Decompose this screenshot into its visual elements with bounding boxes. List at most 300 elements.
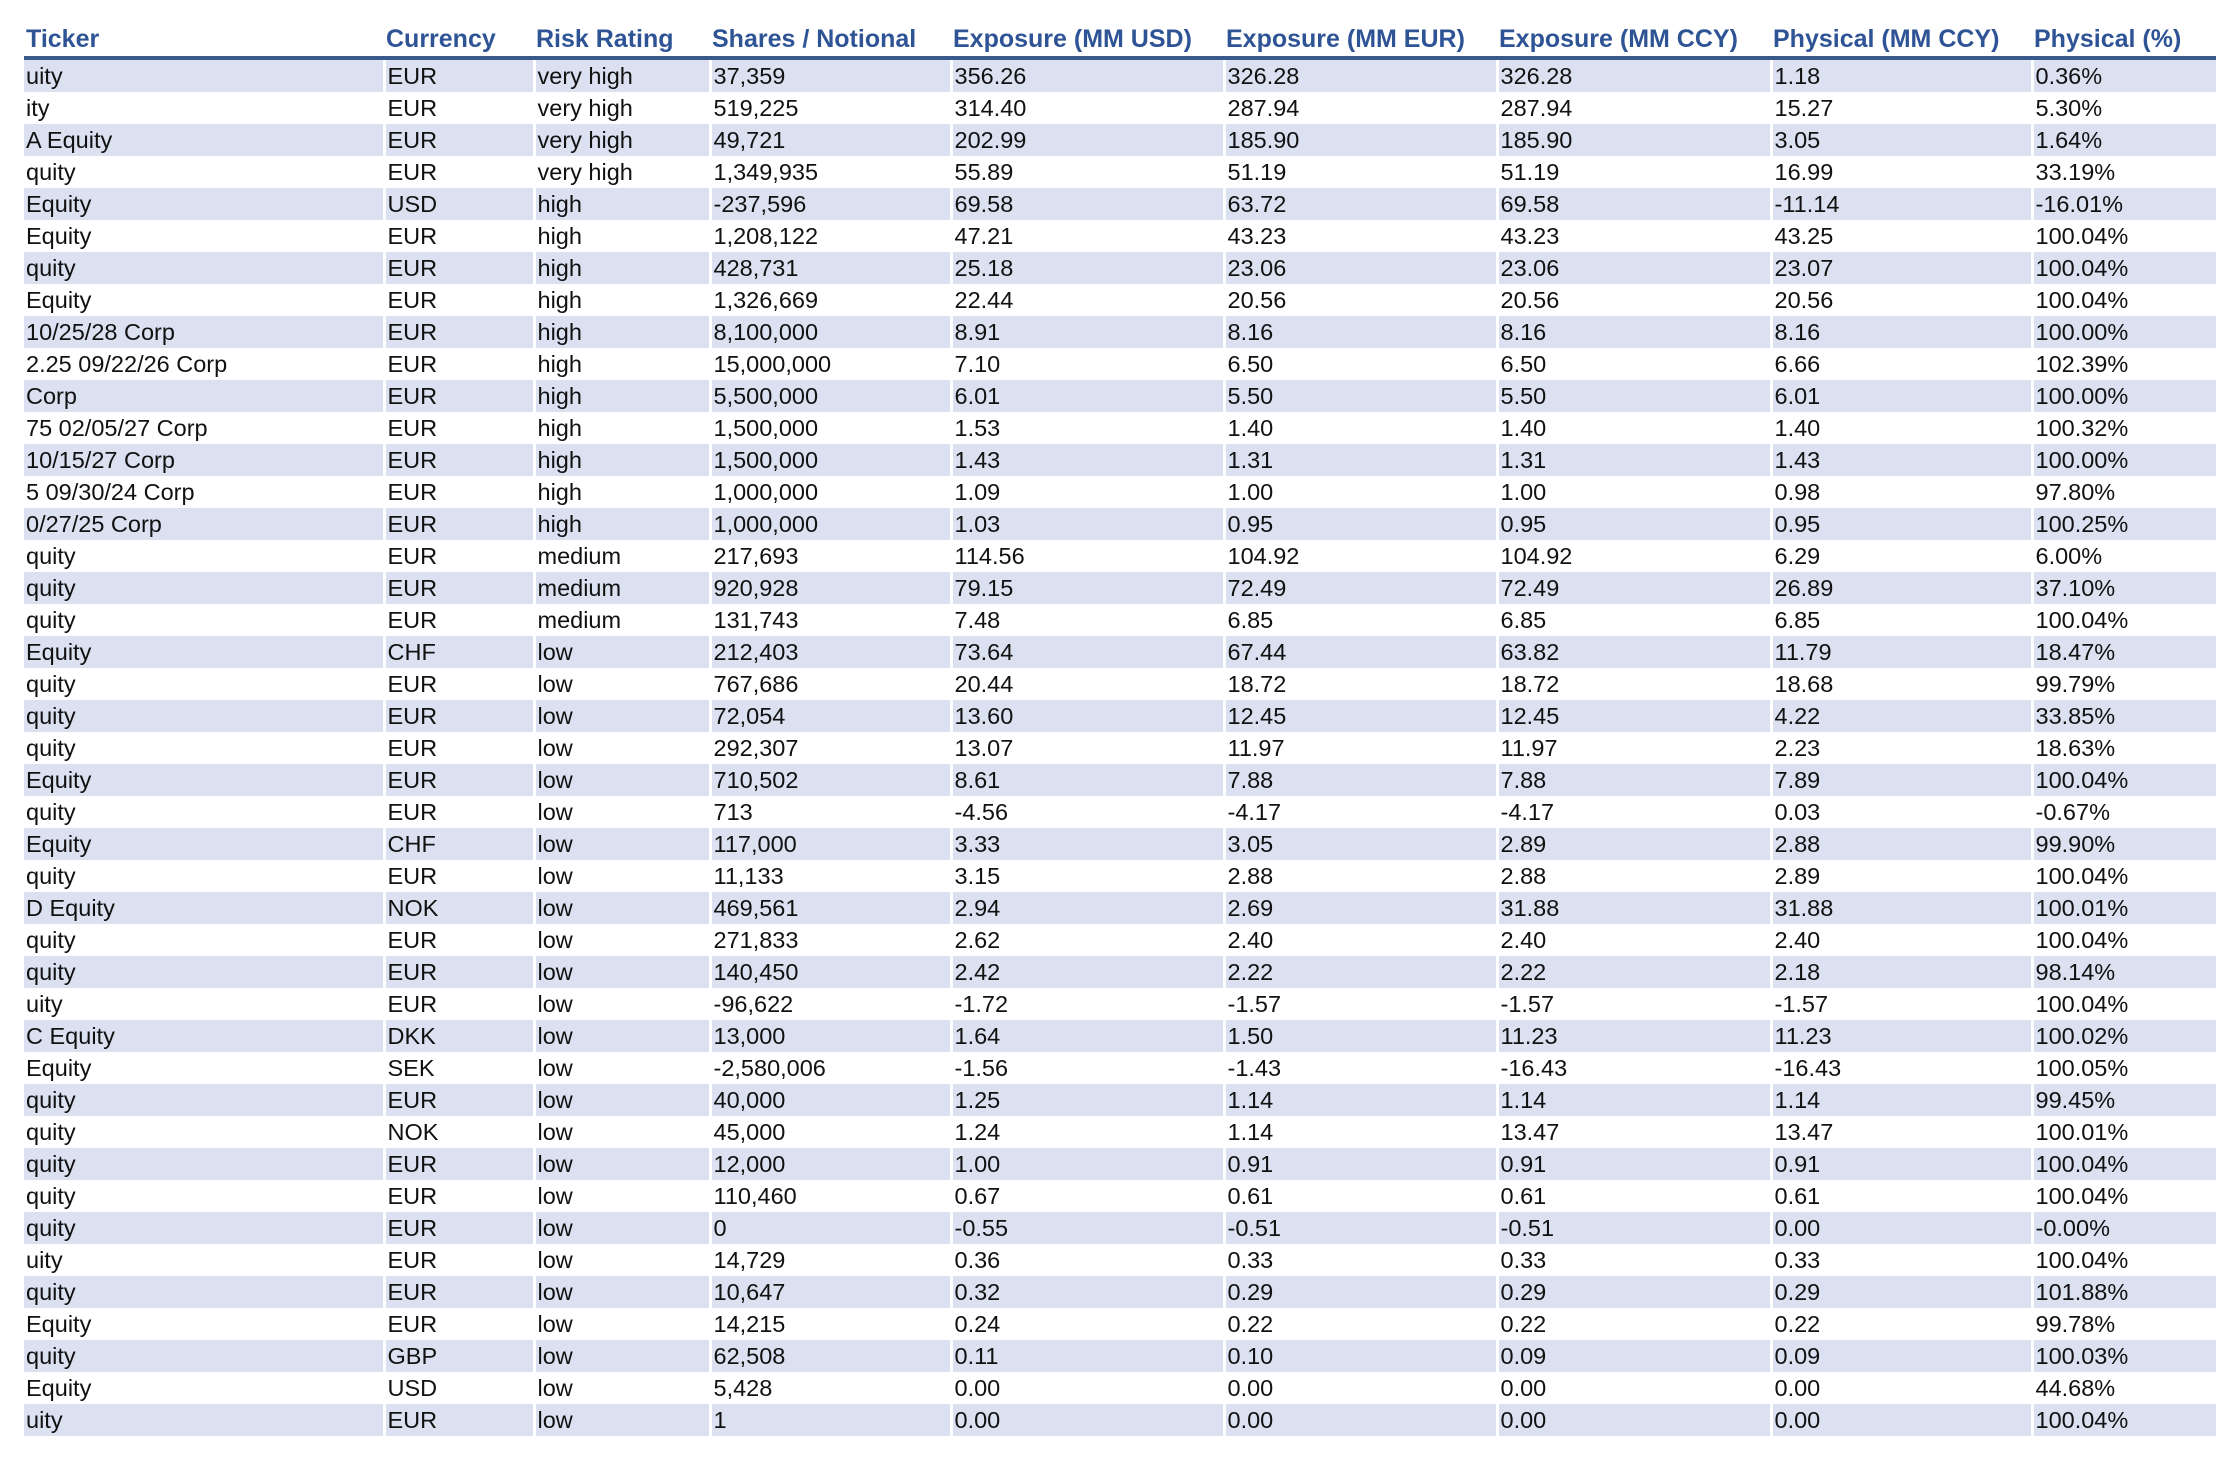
cell-shares-notional[interactable]: 1,326,669 [710,284,951,316]
cell-exposure-eur[interactable]: 0.61 [1224,1180,1497,1212]
cell-physical-ccy[interactable]: 6.29 [1771,540,2032,572]
cell-physical-pct[interactable]: 33.85% [2032,700,2216,732]
cell-ticker[interactable]: quity [24,700,384,732]
cell-exposure-usd[interactable]: -1.72 [951,988,1224,1020]
cell-physical-pct[interactable]: 99.90% [2032,828,2216,860]
cell-shares-notional[interactable]: 131,743 [710,604,951,636]
table-row[interactable] [24,988,2216,1020]
header-physical-ccy[interactable]: Physical (MM CCY) [1771,22,2032,58]
table-row[interactable] [24,924,2216,956]
cell-shares-notional[interactable]: 519,225 [710,92,951,124]
cell-ticker[interactable]: Equity [24,636,384,668]
cell-exposure-eur[interactable]: 0.91 [1224,1148,1497,1180]
cell-exposure-eur[interactable]: 12.45 [1224,700,1497,732]
cell-currency[interactable]: USD [384,188,534,220]
cell-physical-ccy[interactable]: 2.40 [1771,924,2032,956]
cell-risk-rating[interactable]: low [534,988,710,1020]
cell-exposure-ccy[interactable]: 0.22 [1497,1308,1771,1340]
table-row[interactable] [24,1404,2216,1436]
table-row[interactable] [24,476,2216,508]
cell-exposure-eur[interactable]: 1.31 [1224,444,1497,476]
cell-exposure-usd[interactable]: 25.18 [951,252,1224,284]
cell-ticker[interactable]: Equity [24,764,384,796]
cell-physical-pct[interactable]: 100.04% [2032,1404,2216,1436]
cell-exposure-eur[interactable]: 6.85 [1224,604,1497,636]
cell-currency[interactable]: NOK [384,1116,534,1148]
cell-shares-notional[interactable]: 72,054 [710,700,951,732]
cell-exposure-eur[interactable]: 0.33 [1224,1244,1497,1276]
cell-ticker[interactable]: 2.25 09/22/26 Corp [24,348,384,380]
cell-currency[interactable]: GBP [384,1340,534,1372]
cell-currency[interactable]: EUR [384,860,534,892]
cell-shares-notional[interactable]: 0 [710,1212,951,1244]
cell-physical-pct[interactable]: 100.03% [2032,1340,2216,1372]
cell-exposure-ccy[interactable]: 12.45 [1497,700,1771,732]
cell-physical-pct[interactable]: 100.04% [2032,252,2216,284]
table-row[interactable] [24,156,2216,188]
cell-exposure-usd[interactable]: 6.01 [951,380,1224,412]
cell-exposure-usd[interactable]: 73.64 [951,636,1224,668]
cell-ticker[interactable]: uity [24,1244,384,1276]
cell-exposure-eur[interactable]: 1.50 [1224,1020,1497,1052]
cell-ticker[interactable]: Equity [24,188,384,220]
cell-physical-pct[interactable]: 100.04% [2032,860,2216,892]
table-row[interactable] [24,700,2216,732]
cell-exposure-usd[interactable]: 1.00 [951,1148,1224,1180]
cell-risk-rating[interactable]: low [534,764,710,796]
cell-exposure-eur[interactable]: 0.29 [1224,1276,1497,1308]
cell-physical-ccy[interactable]: 11.23 [1771,1020,2032,1052]
cell-shares-notional[interactable]: 10,647 [710,1276,951,1308]
cell-ticker[interactable]: Equity [24,1372,384,1404]
header-currency[interactable]: Currency [384,22,534,58]
cell-shares-notional[interactable]: -2,580,006 [710,1052,951,1084]
cell-ticker[interactable]: quity [24,540,384,572]
cell-exposure-ccy[interactable]: 2.40 [1497,924,1771,956]
cell-exposure-ccy[interactable]: 0.95 [1497,508,1771,540]
cell-ticker[interactable]: quity [24,1084,384,1116]
cell-exposure-ccy[interactable]: 1.40 [1497,412,1771,444]
cell-currency[interactable]: SEK [384,1052,534,1084]
cell-physical-ccy[interactable]: 0.00 [1771,1404,2032,1436]
cell-exposure-ccy[interactable]: 31.88 [1497,892,1771,924]
cell-physical-ccy[interactable]: 0.91 [1771,1148,2032,1180]
cell-ticker[interactable]: 0/27/25 Corp [24,508,384,540]
cell-risk-rating[interactable]: low [534,732,710,764]
header-exposure-ccy[interactable]: Exposure (MM CCY) [1497,22,1771,58]
cell-exposure-eur[interactable]: 23.06 [1224,252,1497,284]
cell-physical-ccy[interactable]: 2.88 [1771,828,2032,860]
cell-ticker[interactable]: quity [24,668,384,700]
cell-currency[interactable]: EUR [384,604,534,636]
cell-ticker[interactable]: quity [24,956,384,988]
cell-exposure-eur[interactable]: 104.92 [1224,540,1497,572]
cell-exposure-usd[interactable]: -4.56 [951,796,1224,828]
table-row[interactable] [24,732,2216,764]
cell-currency[interactable]: CHF [384,828,534,860]
table-row[interactable] [24,412,2216,444]
cell-physical-ccy[interactable]: -16.43 [1771,1052,2032,1084]
cell-exposure-usd[interactable]: 79.15 [951,572,1224,604]
cell-exposure-eur[interactable]: 0.10 [1224,1340,1497,1372]
cell-physical-ccy[interactable]: 26.89 [1771,572,2032,604]
cell-physical-pct[interactable]: 33.19% [2032,156,2216,188]
cell-exposure-usd[interactable]: 7.48 [951,604,1224,636]
cell-currency[interactable]: EUR [384,668,534,700]
cell-physical-pct[interactable]: 100.04% [2032,1244,2216,1276]
cell-ticker[interactable]: Equity [24,1308,384,1340]
cell-physical-ccy[interactable]: 13.47 [1771,1116,2032,1148]
cell-currency[interactable]: EUR [384,156,534,188]
header-exposure-usd[interactable]: Exposure (MM USD) [951,22,1224,58]
cell-physical-pct[interactable]: 100.04% [2032,1180,2216,1212]
cell-exposure-ccy[interactable]: 1.00 [1497,476,1771,508]
cell-physical-pct[interactable]: 97.80% [2032,476,2216,508]
cell-exposure-eur[interactable]: 7.88 [1224,764,1497,796]
cell-exposure-usd[interactable]: 13.60 [951,700,1224,732]
table-row[interactable] [24,1116,2216,1148]
cell-exposure-ccy[interactable]: 5.50 [1497,380,1771,412]
cell-ticker[interactable]: quity [24,860,384,892]
cell-exposure-usd[interactable]: 1.24 [951,1116,1224,1148]
cell-exposure-ccy[interactable]: 0.00 [1497,1404,1771,1436]
cell-exposure-ccy[interactable]: 6.50 [1497,348,1771,380]
cell-physical-pct[interactable]: -0.00% [2032,1212,2216,1244]
cell-physical-pct[interactable]: 100.01% [2032,1116,2216,1148]
cell-risk-rating[interactable]: low [534,1116,710,1148]
table-row[interactable] [24,380,2216,412]
cell-physical-ccy[interactable]: 6.85 [1771,604,2032,636]
cell-physical-pct[interactable]: 100.04% [2032,764,2216,796]
cell-exposure-usd[interactable]: 2.42 [951,956,1224,988]
cell-physical-pct[interactable]: 100.00% [2032,316,2216,348]
cell-exposure-eur[interactable]: 287.94 [1224,92,1497,124]
cell-risk-rating[interactable]: low [534,1148,710,1180]
cell-ticker[interactable]: uity [24,58,384,92]
cell-physical-ccy[interactable]: 2.23 [1771,732,2032,764]
cell-ticker[interactable]: quity [24,796,384,828]
table-row[interactable] [24,1052,2216,1084]
cell-exposure-ccy[interactable]: -0.51 [1497,1212,1771,1244]
cell-exposure-eur[interactable]: 6.50 [1224,348,1497,380]
cell-shares-notional[interactable]: 110,460 [710,1180,951,1212]
cell-physical-pct[interactable]: 99.79% [2032,668,2216,700]
cell-physical-ccy[interactable]: 1.14 [1771,1084,2032,1116]
cell-exposure-usd[interactable]: 0.67 [951,1180,1224,1212]
cell-exposure-eur[interactable]: 2.40 [1224,924,1497,956]
cell-shares-notional[interactable]: 1 [710,1404,951,1436]
cell-exposure-eur[interactable]: 63.72 [1224,188,1497,220]
cell-risk-rating[interactable]: very high [534,124,710,156]
cell-risk-rating[interactable]: high [534,444,710,476]
cell-shares-notional[interactable]: -237,596 [710,188,951,220]
cell-risk-rating[interactable]: low [534,1020,710,1052]
cell-exposure-usd[interactable]: 0.00 [951,1372,1224,1404]
cell-currency[interactable]: EUR [384,1244,534,1276]
cell-exposure-eur[interactable]: 18.72 [1224,668,1497,700]
cell-exposure-usd[interactable]: 314.40 [951,92,1224,124]
cell-exposure-usd[interactable]: 1.09 [951,476,1224,508]
cell-shares-notional[interactable]: 13,000 [710,1020,951,1052]
cell-shares-notional[interactable]: 428,731 [710,252,951,284]
cell-exposure-ccy[interactable]: 185.90 [1497,124,1771,156]
cell-risk-rating[interactable]: medium [534,604,710,636]
cell-exposure-eur[interactable]: 1.40 [1224,412,1497,444]
cell-risk-rating[interactable]: high [534,348,710,380]
cell-physical-ccy[interactable]: 23.07 [1771,252,2032,284]
table-row[interactable] [24,188,2216,220]
table-row[interactable] [24,348,2216,380]
cell-physical-pct[interactable]: 100.04% [2032,284,2216,316]
cell-currency[interactable]: EUR [384,508,534,540]
cell-shares-notional[interactable]: 14,729 [710,1244,951,1276]
cell-risk-rating[interactable]: high [534,252,710,284]
cell-shares-notional[interactable]: 45,000 [710,1116,951,1148]
cell-exposure-usd[interactable]: 1.64 [951,1020,1224,1052]
header-exposure-eur[interactable]: Exposure (MM EUR) [1224,22,1497,58]
header-physical-pct[interactable]: Physical (%) [2032,22,2216,58]
cell-risk-rating[interactable]: medium [534,572,710,604]
cell-risk-rating[interactable]: low [534,828,710,860]
table-row[interactable] [24,1180,2216,1212]
cell-physical-pct[interactable]: 1.64% [2032,124,2216,156]
cell-shares-notional[interactable]: 1,000,000 [710,508,951,540]
cell-physical-pct[interactable]: 100.04% [2032,988,2216,1020]
cell-exposure-ccy[interactable]: 7.88 [1497,764,1771,796]
table-row[interactable] [24,1020,2216,1052]
cell-exposure-ccy[interactable]: 0.00 [1497,1372,1771,1404]
cell-risk-rating[interactable]: low [534,796,710,828]
cell-ticker[interactable]: 10/15/27 Corp [24,444,384,476]
cell-ticker[interactable]: 10/25/28 Corp [24,316,384,348]
cell-currency[interactable]: EUR [384,380,534,412]
cell-exposure-ccy[interactable]: 11.23 [1497,1020,1771,1052]
table-row[interactable] [24,1148,2216,1180]
table-row[interactable] [24,1372,2216,1404]
cell-physical-ccy[interactable]: 15.27 [1771,92,2032,124]
cell-shares-notional[interactable]: 217,693 [710,540,951,572]
cell-shares-notional[interactable]: 271,833 [710,924,951,956]
cell-exposure-usd[interactable]: 0.32 [951,1276,1224,1308]
cell-risk-rating[interactable]: low [534,1244,710,1276]
cell-exposure-ccy[interactable]: 72.49 [1497,572,1771,604]
table-row[interactable] [24,1276,2216,1308]
cell-risk-rating[interactable]: low [534,700,710,732]
cell-risk-rating[interactable]: very high [534,156,710,188]
cell-risk-rating[interactable]: very high [534,58,710,92]
cell-risk-rating[interactable]: low [534,1276,710,1308]
cell-currency[interactable]: EUR [384,444,534,476]
cell-shares-notional[interactable]: 11,133 [710,860,951,892]
cell-shares-notional[interactable]: 140,450 [710,956,951,988]
cell-currency[interactable]: NOK [384,892,534,924]
cell-physical-ccy[interactable]: 0.98 [1771,476,2032,508]
table-row[interactable] [24,508,2216,540]
cell-physical-pct[interactable]: 100.05% [2032,1052,2216,1084]
cell-exposure-usd[interactable]: 47.21 [951,220,1224,252]
cell-physical-ccy[interactable]: 1.43 [1771,444,2032,476]
cell-ticker[interactable]: quity [24,1340,384,1372]
cell-physical-ccy[interactable]: 1.18 [1771,58,2032,92]
cell-currency[interactable]: CHF [384,636,534,668]
cell-risk-rating[interactable]: low [534,1212,710,1244]
cell-currency[interactable]: EUR [384,476,534,508]
cell-currency[interactable]: EUR [384,412,534,444]
cell-shares-notional[interactable]: 1,500,000 [710,412,951,444]
cell-currency[interactable]: EUR [384,796,534,828]
cell-physical-ccy[interactable]: 0.61 [1771,1180,2032,1212]
cell-exposure-usd[interactable]: 7.10 [951,348,1224,380]
cell-risk-rating[interactable]: high [534,220,710,252]
cell-shares-notional[interactable]: 14,215 [710,1308,951,1340]
cell-currency[interactable]: EUR [384,700,534,732]
cell-ticker[interactable]: Equity [24,1052,384,1084]
cell-exposure-eur[interactable]: 43.23 [1224,220,1497,252]
table-row[interactable] [24,1084,2216,1116]
cell-physical-pct[interactable]: -0.67% [2032,796,2216,828]
cell-exposure-eur[interactable]: -1.43 [1224,1052,1497,1084]
cell-risk-rating[interactable]: low [534,860,710,892]
cell-currency[interactable]: EUR [384,1308,534,1340]
cell-physical-pct[interactable]: 37.10% [2032,572,2216,604]
cell-physical-ccy[interactable]: 16.99 [1771,156,2032,188]
cell-exposure-eur[interactable]: 51.19 [1224,156,1497,188]
cell-physical-ccy[interactable]: -1.57 [1771,988,2032,1020]
cell-risk-rating[interactable]: low [534,1372,710,1404]
cell-physical-pct[interactable]: 18.47% [2032,636,2216,668]
header-risk-rating[interactable]: Risk Rating [534,22,710,58]
cell-physical-ccy[interactable]: 0.33 [1771,1244,2032,1276]
cell-exposure-usd[interactable]: 1.43 [951,444,1224,476]
cell-exposure-eur[interactable]: 2.22 [1224,956,1497,988]
cell-physical-pct[interactable]: 100.00% [2032,380,2216,412]
cell-exposure-ccy[interactable]: 69.58 [1497,188,1771,220]
cell-ticker[interactable]: quity [24,1116,384,1148]
cell-ticker[interactable]: Equity [24,284,384,316]
cell-exposure-ccy[interactable]: -4.17 [1497,796,1771,828]
cell-exposure-usd[interactable]: 2.62 [951,924,1224,956]
cell-shares-notional[interactable]: 710,502 [710,764,951,796]
cell-physical-ccy[interactable]: 6.66 [1771,348,2032,380]
cell-exposure-usd[interactable]: -0.55 [951,1212,1224,1244]
cell-exposure-ccy[interactable]: 63.82 [1497,636,1771,668]
cell-currency[interactable]: USD [384,1372,534,1404]
table-row[interactable] [24,1212,2216,1244]
cell-currency[interactable]: EUR [384,1148,534,1180]
cell-risk-rating[interactable]: high [534,508,710,540]
cell-exposure-usd[interactable]: 3.33 [951,828,1224,860]
cell-physical-ccy[interactable]: 11.79 [1771,636,2032,668]
cell-ticker[interactable]: quity [24,924,384,956]
cell-physical-ccy[interactable]: 0.00 [1771,1372,2032,1404]
cell-currency[interactable]: EUR [384,764,534,796]
cell-currency[interactable]: EUR [384,58,534,92]
table-row[interactable] [24,220,2216,252]
cell-physical-pct[interactable]: 6.00% [2032,540,2216,572]
cell-exposure-eur[interactable]: 185.90 [1224,124,1497,156]
table-row[interactable] [24,124,2216,156]
cell-risk-rating[interactable]: low [534,1052,710,1084]
cell-physical-ccy[interactable]: 1.40 [1771,412,2032,444]
cell-currency[interactable]: EUR [384,92,534,124]
cell-shares-notional[interactable]: 62,508 [710,1340,951,1372]
cell-currency[interactable]: EUR [384,732,534,764]
cell-physical-ccy[interactable]: 18.68 [1771,668,2032,700]
cell-exposure-ccy[interactable]: 287.94 [1497,92,1771,124]
cell-shares-notional[interactable]: 212,403 [710,636,951,668]
cell-physical-pct[interactable]: 44.68% [2032,1372,2216,1404]
cell-currency[interactable]: EUR [384,540,534,572]
cell-currency[interactable]: EUR [384,316,534,348]
cell-physical-ccy[interactable]: -11.14 [1771,188,2032,220]
table-row[interactable] [24,252,2216,284]
cell-ticker[interactable]: Equity [24,220,384,252]
cell-shares-notional[interactable]: 117,000 [710,828,951,860]
cell-ticker[interactable]: A Equity [24,124,384,156]
cell-currency[interactable]: EUR [384,252,534,284]
cell-risk-rating[interactable]: high [534,316,710,348]
cell-currency[interactable]: EUR [384,1084,534,1116]
cell-risk-rating[interactable]: medium [534,540,710,572]
cell-currency[interactable]: EUR [384,348,534,380]
table-row[interactable] [24,668,2216,700]
cell-exposure-ccy[interactable]: 1.14 [1497,1084,1771,1116]
cell-exposure-eur[interactable]: 1.00 [1224,476,1497,508]
cell-exposure-ccy[interactable]: 6.85 [1497,604,1771,636]
cell-exposure-eur[interactable]: 0.22 [1224,1308,1497,1340]
cell-exposure-eur[interactable]: 1.14 [1224,1084,1497,1116]
cell-risk-rating[interactable]: low [534,1340,710,1372]
cell-risk-rating[interactable]: very high [534,92,710,124]
cell-physical-ccy[interactable]: 43.25 [1771,220,2032,252]
cell-risk-rating[interactable]: low [534,1180,710,1212]
cell-risk-rating[interactable]: high [534,476,710,508]
cell-shares-notional[interactable]: 8,100,000 [710,316,951,348]
cell-exposure-usd[interactable]: 0.36 [951,1244,1224,1276]
cell-ticker[interactable]: uity [24,988,384,1020]
cell-exposure-usd[interactable]: 1.25 [951,1084,1224,1116]
cell-risk-rating[interactable]: low [534,668,710,700]
table-row[interactable] [24,956,2216,988]
cell-ticker[interactable]: quity [24,1180,384,1212]
cell-physical-pct[interactable]: 99.45% [2032,1084,2216,1116]
cell-shares-notional[interactable]: -96,622 [710,988,951,1020]
table-row[interactable] [24,892,2216,924]
cell-exposure-ccy[interactable]: 0.29 [1497,1276,1771,1308]
cell-physical-pct[interactable]: 101.88% [2032,1276,2216,1308]
cell-physical-pct[interactable]: 100.04% [2032,924,2216,956]
cell-physical-ccy[interactable]: 0.03 [1771,796,2032,828]
cell-ticker[interactable]: quity [24,156,384,188]
cell-ticker[interactable]: quity [24,572,384,604]
cell-physical-ccy[interactable]: 8.16 [1771,316,2032,348]
cell-shares-notional[interactable]: 920,928 [710,572,951,604]
cell-ticker[interactable]: ity [24,92,384,124]
cell-exposure-ccy[interactable]: 20.56 [1497,284,1771,316]
cell-exposure-eur[interactable]: 11.97 [1224,732,1497,764]
cell-physical-pct[interactable]: 100.32% [2032,412,2216,444]
table-row[interactable] [24,572,2216,604]
cell-exposure-usd[interactable]: 0.11 [951,1340,1224,1372]
cell-physical-ccy[interactable]: 7.89 [1771,764,2032,796]
cell-exposure-ccy[interactable]: 1.31 [1497,444,1771,476]
table-row[interactable] [24,284,2216,316]
cell-physical-ccy[interactable]: 20.56 [1771,284,2032,316]
cell-currency[interactable]: EUR [384,1276,534,1308]
cell-exposure-ccy[interactable]: 2.88 [1497,860,1771,892]
cell-risk-rating[interactable]: high [534,412,710,444]
cell-currency[interactable]: EUR [384,988,534,1020]
